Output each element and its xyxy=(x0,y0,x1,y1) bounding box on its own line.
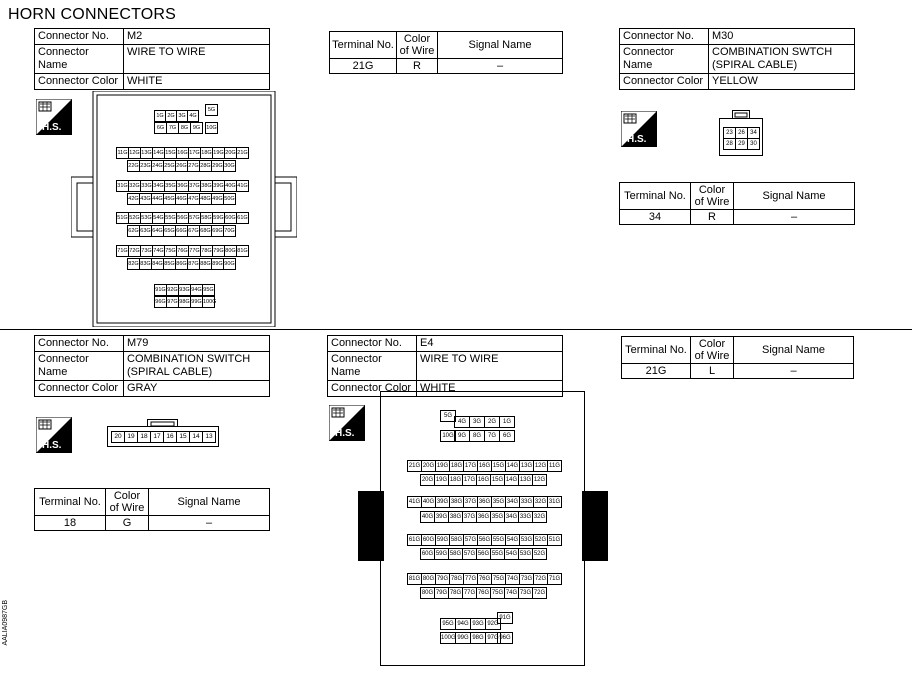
pin-cell: 45G xyxy=(163,193,176,205)
pin-cell: 34G xyxy=(505,496,520,508)
pin-cell: 23 xyxy=(723,127,736,139)
pin-cell: 54G xyxy=(504,548,519,560)
pin-cell: 96G xyxy=(154,296,167,308)
pin-cell: 87G xyxy=(187,258,200,270)
pin-row xyxy=(421,587,547,599)
pin-cell: 54G xyxy=(505,534,520,546)
pin-cell: 53G xyxy=(140,212,153,224)
pin-cell: 19 xyxy=(124,431,138,443)
pin-row xyxy=(117,245,249,257)
pin-cell: 90G xyxy=(223,258,236,270)
pin-row xyxy=(206,122,218,134)
pin-cell: 84G xyxy=(151,258,164,270)
pin-cell: 60G xyxy=(224,212,237,224)
pin-cell: 100G xyxy=(440,632,456,644)
pin-cell: 18G xyxy=(200,147,213,159)
pin-cell: 40G xyxy=(421,496,436,508)
pin-cell: 89G xyxy=(211,258,224,270)
pin-row xyxy=(155,122,203,134)
pin-cell: 30 xyxy=(747,138,760,150)
pin-cell: 91G xyxy=(154,284,167,296)
pin-cell: 86G xyxy=(175,258,188,270)
pin-cell: 49G xyxy=(211,193,224,205)
pin-cell: 76G xyxy=(476,587,491,599)
pin-cell: 20G xyxy=(224,147,237,159)
pin-cell: 94G xyxy=(190,284,203,296)
pin-cell: 79G xyxy=(212,245,225,257)
pin-cell: 17G xyxy=(462,474,477,486)
pin-row xyxy=(167,296,215,308)
pin-cell: 93G xyxy=(178,284,191,296)
pin-cell: 78G xyxy=(449,573,464,585)
pin-cell: 33G xyxy=(140,180,153,192)
pin-cell: 3G xyxy=(469,416,485,428)
pin-cell: 39G xyxy=(434,511,449,523)
pin-cell: 22G xyxy=(127,160,140,172)
pin-row xyxy=(117,180,249,192)
pin-cell: 50G xyxy=(223,193,236,205)
pin-cell: 54G xyxy=(152,212,165,224)
pin-cell: 88G xyxy=(199,258,212,270)
pin-cell: 15G xyxy=(490,474,505,486)
pin-cell: 27G xyxy=(187,160,200,172)
pin-cell: 28 xyxy=(723,138,736,150)
m79-info-table: Connector No. M79 Connector Name COMBINATION SWITCH (SPIRAL CABLE) Connector Color GRAY xyxy=(34,335,270,397)
pin-cell: 76G xyxy=(477,573,492,585)
pin-row xyxy=(408,573,562,585)
pin-row xyxy=(408,534,562,546)
pin-cell: 74G xyxy=(505,573,520,585)
pin-cell: 38G xyxy=(448,511,463,523)
pin-cell: 24G xyxy=(151,160,164,172)
pin-row xyxy=(128,258,236,270)
pin-cell: 13G xyxy=(140,147,153,159)
pin-cell: 14G xyxy=(504,474,519,486)
pin-cell: 26 xyxy=(735,127,748,139)
pin-cell: 23G xyxy=(139,160,152,172)
svg-text:H.S.: H.S. xyxy=(42,122,62,133)
pin-cell: 52G xyxy=(533,534,548,546)
pin-cell: 61G xyxy=(407,534,422,546)
pin-cell: 51G xyxy=(116,212,129,224)
pin-cell: 43G xyxy=(139,193,152,205)
pin-cell: 56G xyxy=(476,548,491,560)
pin-row xyxy=(128,225,236,237)
pin-cell: 55G xyxy=(491,534,506,546)
pin-cell: 32G xyxy=(533,496,548,508)
pin-cell: 36G xyxy=(476,511,491,523)
pin-cell: 97G xyxy=(485,632,501,644)
pin-cell: 11G xyxy=(547,460,562,472)
pin-cell: 35G xyxy=(164,180,177,192)
pin-cell: 62G xyxy=(127,225,140,237)
pin-row xyxy=(455,416,515,428)
pin-cell: 78G xyxy=(448,587,463,599)
pin-cell: 4G xyxy=(187,110,199,122)
pin-row xyxy=(421,511,547,523)
pin-cell: 34G xyxy=(504,511,519,523)
m2-signal: – xyxy=(438,59,563,74)
pin-cell: 12G xyxy=(533,460,548,472)
pin-cell: 65G xyxy=(163,225,176,237)
pin-cell: 39G xyxy=(212,180,225,192)
pin-cell: 29G xyxy=(211,160,224,172)
pin-cell: 82G xyxy=(127,258,140,270)
pin-row xyxy=(421,548,547,560)
pin-cell: 39G xyxy=(435,496,450,508)
pin-cell: 7G xyxy=(484,430,500,442)
m30-info-table: Connector No. M30 Connector Name COMBINATION SWTCH (SPIRAL CABLE) Connector Color YELLOW xyxy=(619,28,855,90)
pin-cell: 55G xyxy=(164,212,177,224)
m79-terminal-table: Terminal No. Color of Wire Signal Name 18 G – xyxy=(34,488,270,531)
section-divider xyxy=(0,329,912,330)
svg-text:H.S.: H.S. xyxy=(335,428,355,439)
pin-cell: 20G xyxy=(420,474,435,486)
pin-cell: 64G xyxy=(151,225,164,237)
pin-cell: 21G xyxy=(236,147,249,159)
pin-cell: 19G xyxy=(212,147,225,159)
pin-cell: 79G xyxy=(435,573,450,585)
pin-row xyxy=(441,632,501,644)
pin-cell: 9G xyxy=(190,122,203,134)
pin-cell: 12G xyxy=(128,147,141,159)
pin-cell: 75G xyxy=(490,587,505,599)
pin-cell: 48G xyxy=(199,193,212,205)
pin-cell: 4G xyxy=(454,416,470,428)
pin-cell: 17G xyxy=(463,460,478,472)
pin-cell: 15G xyxy=(164,147,177,159)
pin-cell: 52G xyxy=(128,212,141,224)
pin-cell: 81G xyxy=(407,573,422,585)
pin-cell: 83G xyxy=(139,258,152,270)
pin-row xyxy=(128,160,236,172)
pin-row xyxy=(455,430,515,442)
m2-wire-color: R xyxy=(397,59,438,74)
pin-cell: 1G xyxy=(154,110,166,122)
m2-info-table: Connector No. M2 Connector Name WIRE TO WIRE Connector Color WHITE xyxy=(34,28,270,90)
pin-cell: 14 xyxy=(189,431,203,443)
m79-connector-diagram xyxy=(107,419,219,447)
pin-cell: 3G xyxy=(176,110,188,122)
pin-cell: 35G xyxy=(491,496,506,508)
harness-side-icon xyxy=(621,111,657,147)
pin-cell: 85G xyxy=(163,258,176,270)
pin-cell: 31G xyxy=(116,180,129,192)
pin-cell: 92G xyxy=(166,284,179,296)
pin-cell: 19G xyxy=(434,474,449,486)
pin-cell: 56G xyxy=(477,534,492,546)
pin-cell: 17 xyxy=(150,431,164,443)
pin-cell: 68G xyxy=(199,225,212,237)
pin-cell: 8G xyxy=(178,122,191,134)
m2-terminal-table: Terminal No. Color of Wire Signal Name 21G R – xyxy=(329,31,563,74)
pin-cell: 72G xyxy=(532,587,547,599)
pin-cell: 33G xyxy=(519,496,534,508)
pin-cell: 71G xyxy=(547,573,562,585)
pin-cell: 100G xyxy=(202,296,215,308)
svg-text:H.S.: H.S. xyxy=(42,440,62,451)
pin-cell: 73G xyxy=(518,587,533,599)
pin-cell: 18G xyxy=(449,460,464,472)
pin-row xyxy=(128,193,236,205)
pin-cell: 13G xyxy=(518,474,533,486)
pin-cell: 5G xyxy=(205,104,218,116)
pin-cell: 16G xyxy=(477,460,492,472)
pin-cell: 12G xyxy=(532,474,547,486)
pin-cell: 13G xyxy=(519,460,534,472)
pin-cell: 77G xyxy=(188,245,201,257)
e4-info-table: Connector No. E4 Connector Name WIRE TO WIRE Connector Color WHITE xyxy=(327,335,563,397)
pin-cell: 20G xyxy=(421,460,436,472)
pin-cell: 57G xyxy=(462,548,477,560)
harness-side-icon xyxy=(36,99,72,135)
pin-cell: 59G xyxy=(434,548,449,560)
pin-cell: 17G xyxy=(188,147,201,159)
pin-cell: 53G xyxy=(518,548,533,560)
pin-cell: 52G xyxy=(532,548,547,560)
pin-cell: 58G xyxy=(448,548,463,560)
pin-row xyxy=(441,430,456,442)
pin-cell: 91G xyxy=(497,612,513,624)
pin-row xyxy=(117,212,249,224)
pin-cell: 37G xyxy=(188,180,201,192)
pin-cell: 30G xyxy=(223,160,236,172)
svg-text:H.S.: H.S. xyxy=(627,134,647,145)
pin-cell: 44G xyxy=(151,193,164,205)
pin-cell: 95G xyxy=(440,618,456,630)
pin-cell: 36G xyxy=(477,496,492,508)
pin-cell: 94G xyxy=(455,618,471,630)
pin-cell: 16 xyxy=(163,431,177,443)
pin-cell: 10G xyxy=(440,430,456,442)
m2-terminal-no: 21G xyxy=(330,59,397,74)
pin-cell: 7G xyxy=(166,122,179,134)
pin-cell: 80G xyxy=(421,573,436,585)
pin-cell: 15G xyxy=(491,460,506,472)
pin-cell: 20 xyxy=(111,431,125,443)
pin-cell: 80G xyxy=(420,587,435,599)
pin-row xyxy=(421,474,547,486)
pin-cell: 21G xyxy=(407,460,422,472)
pin-cell: 41G xyxy=(236,180,249,192)
pin-cell: 77G xyxy=(462,587,477,599)
pin-row xyxy=(167,284,215,296)
pin-cell: 59G xyxy=(435,534,450,546)
pin-cell: 75G xyxy=(491,573,506,585)
pin-cell: 74G xyxy=(152,245,165,257)
pin-row xyxy=(498,632,513,644)
pin-cell: 10G xyxy=(205,122,218,134)
pin-cell: 60G xyxy=(421,534,436,546)
pin-cell: 95G xyxy=(202,284,215,296)
pin-cell: 98G xyxy=(470,632,486,644)
pin-cell: 34 xyxy=(747,127,760,139)
pin-cell: 32G xyxy=(532,511,547,523)
pin-cell: 75G xyxy=(164,245,177,257)
pin-cell: 47G xyxy=(187,193,200,205)
pin-cell: 63G xyxy=(139,225,152,237)
pin-cell: 38G xyxy=(449,496,464,508)
pin-cell: 28G xyxy=(199,160,212,172)
pin-cell: 80G xyxy=(224,245,237,257)
pin-cell: 9G xyxy=(454,430,470,442)
pin-cell: 81G xyxy=(236,245,249,257)
pin-cell: 1G xyxy=(499,416,515,428)
pin-cell: 6G xyxy=(154,122,167,134)
pin-cell: 67G xyxy=(187,225,200,237)
pin-cell: 79G xyxy=(434,587,449,599)
harness-side-icon xyxy=(36,417,72,453)
pin-cell: 73G xyxy=(519,573,534,585)
pin-cell: 59G xyxy=(212,212,225,224)
m30-connector-diagram xyxy=(719,110,763,156)
pin-cell: 38G xyxy=(200,180,213,192)
pin-cell: 60G xyxy=(420,548,435,560)
pin-cell: 15 xyxy=(176,431,190,443)
pin-cell: 57G xyxy=(463,534,478,546)
pin-cell: 19G xyxy=(435,460,450,472)
pin-cell: 46G xyxy=(175,193,188,205)
pin-row xyxy=(155,110,199,122)
pin-cell: 51G xyxy=(547,534,562,546)
pin-cell: 11G xyxy=(116,147,129,159)
pin-cell: 8G xyxy=(469,430,485,442)
page-title: HORN CONNECTORS xyxy=(8,6,177,23)
pin-cell: 61G xyxy=(236,212,249,224)
pin-cell: 35G xyxy=(490,511,505,523)
pin-cell: 78G xyxy=(200,245,213,257)
m30-terminal-table: Terminal No. Color of Wire Signal Name 34 R – xyxy=(619,182,855,225)
pin-cell: 29 xyxy=(735,138,748,150)
pin-cell: 41G xyxy=(407,496,422,508)
pin-cell: 69G xyxy=(211,225,224,237)
pin-cell: 97G xyxy=(166,296,179,308)
pin-row xyxy=(441,410,456,422)
pin-cell: 31G xyxy=(547,496,562,508)
pin-row xyxy=(408,460,562,472)
pin-cell: 57G xyxy=(188,212,201,224)
pin-cell: 56G xyxy=(176,212,189,224)
pin-cell: 58G xyxy=(449,534,464,546)
pin-cell: 92G xyxy=(485,618,501,630)
pin-cell: 66G xyxy=(175,225,188,237)
pin-cell: 58G xyxy=(200,212,213,224)
pin-cell: 37G xyxy=(463,496,478,508)
pin-cell: 5G xyxy=(440,410,456,422)
pin-cell: 72G xyxy=(128,245,141,257)
pin-cell: 2G xyxy=(165,110,177,122)
pin-row xyxy=(498,612,513,624)
pin-cell: 70G xyxy=(223,225,236,237)
e4-terminal-table: Terminal No. Color of Wire Signal Name 21G L – xyxy=(621,336,854,379)
pin-cell: 53G xyxy=(519,534,534,546)
pin-cell: 34G xyxy=(152,180,165,192)
pin-cell: 93G xyxy=(470,618,486,630)
pin-cell: 74G xyxy=(504,587,519,599)
pin-cell: 32G xyxy=(128,180,141,192)
pin-cell: 37G xyxy=(462,511,477,523)
pin-cell: 2G xyxy=(484,416,500,428)
pin-cell: 16G xyxy=(476,474,491,486)
pin-cell: 98G xyxy=(178,296,191,308)
pin-cell: 76G xyxy=(176,245,189,257)
pin-cell: 72G xyxy=(533,573,548,585)
pin-cell: 14G xyxy=(152,147,165,159)
pin-cell: 71G xyxy=(116,245,129,257)
pin-row xyxy=(206,104,218,116)
pin-cell: 16G xyxy=(176,147,189,159)
pin-cell: 40G xyxy=(224,180,237,192)
pin-cell: 36G xyxy=(176,180,189,192)
pin-cell: 40G xyxy=(420,511,435,523)
pin-cell: 73G xyxy=(140,245,153,257)
pin-cell: 18G xyxy=(448,474,463,486)
pin-row xyxy=(408,496,562,508)
pin-cell: 33G xyxy=(518,511,533,523)
pin-cell: 77G xyxy=(463,573,478,585)
pin-cell: 96G xyxy=(497,632,513,644)
pin-cell: 99G xyxy=(190,296,203,308)
pin-cell: 99G xyxy=(455,632,471,644)
pin-row xyxy=(441,618,501,630)
pin-cell: 42G xyxy=(127,193,140,205)
pin-cell: 18 xyxy=(137,431,151,443)
figure-code: AALIA0987GB xyxy=(2,600,9,646)
pin-cell: 14G xyxy=(505,460,520,472)
pin-cell: 13 xyxy=(202,431,216,443)
pin-cell: 6G xyxy=(499,430,515,442)
pin-row xyxy=(117,147,249,159)
pin-cell: 55G xyxy=(490,548,505,560)
pin-cell: 26G xyxy=(175,160,188,172)
pin-cell: 25G xyxy=(163,160,176,172)
